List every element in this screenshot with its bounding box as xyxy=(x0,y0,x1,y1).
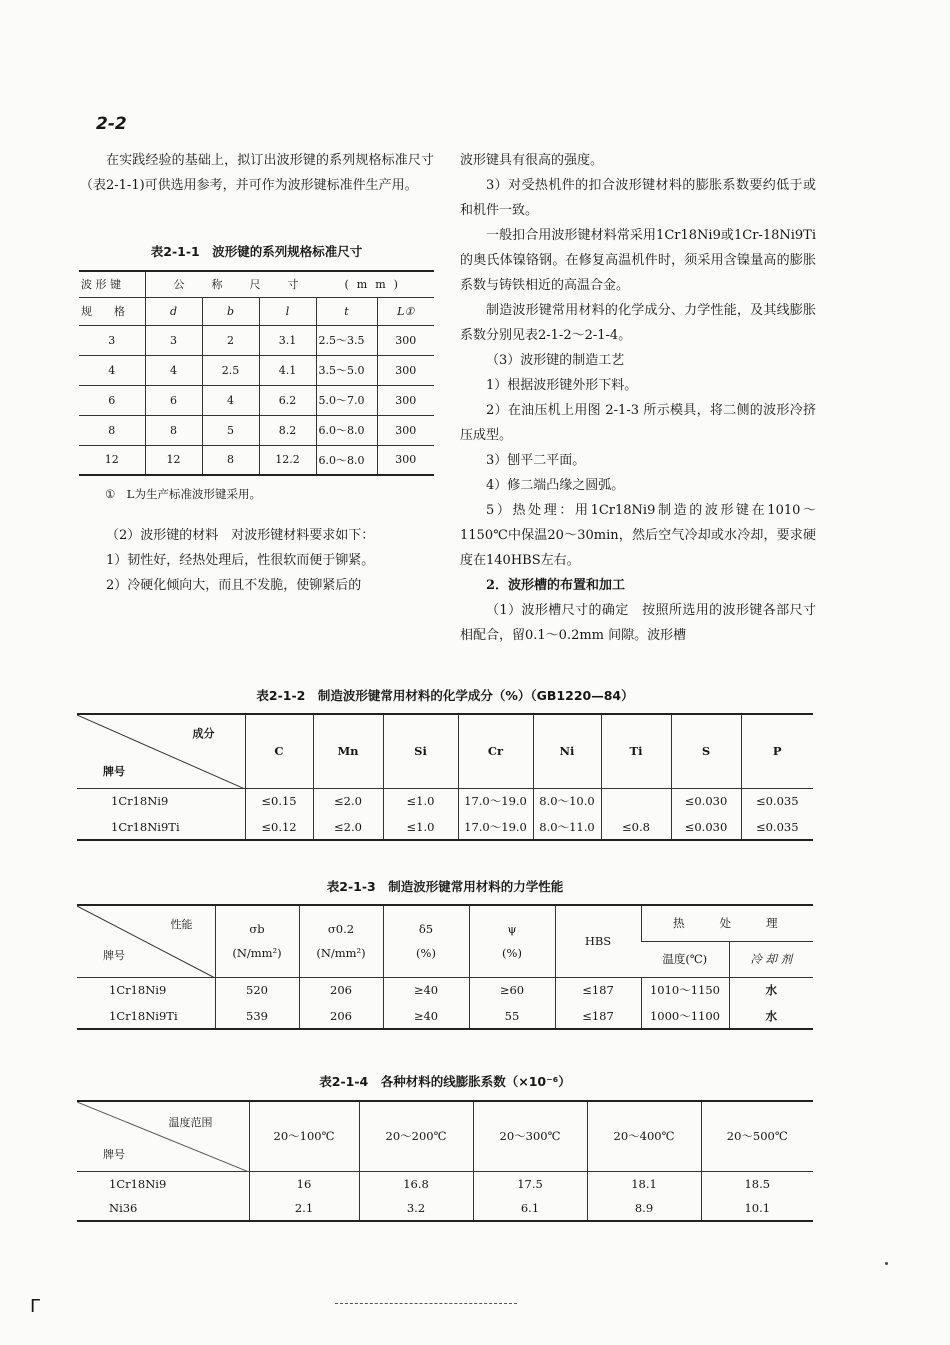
table-2-1-4 xyxy=(77,1072,813,1222)
diagonal-header-cell: 温度范围 牌号 xyxy=(77,1101,249,1171)
nominal-label: 公 称 尺 寸 (mm) xyxy=(145,271,434,297)
col-header: b xyxy=(202,297,259,325)
table-caption: 表2-1-4 各种材料的线膨胀系数（×10⁻⁶） xyxy=(319,1074,571,1089)
col-header: Mn xyxy=(313,714,383,788)
spec-label: 规 格 xyxy=(79,297,145,325)
list-item: 1）根据波形键外形下料。 xyxy=(486,378,638,393)
table-row: Ni36 2.1 3.2 6.1 8.9 10.1 xyxy=(77,1196,813,1221)
list-item: 2）在油压机上用图 2-1-3 所示模具，将二侧的波形冷挤压成型。 xyxy=(460,403,816,443)
diagonal-header-cell: 成分 牌号 xyxy=(77,714,245,788)
col-header: 20～100℃ xyxy=(249,1101,359,1171)
col-header: Ni xyxy=(533,714,601,788)
section-heading: 2．波形槽的布置和加工 xyxy=(486,578,626,593)
materials-paragraph: （2）波形键的材料 对波形键材料要求如下： xyxy=(106,528,375,543)
col-header: σb (N/mm²) xyxy=(215,905,299,977)
col-header: S xyxy=(671,714,741,788)
paragraph: 波形键具有很高的强度。 xyxy=(460,153,604,168)
table-row: 1Cr18Ni9Ti ≤0.12 ≤2.0 ≤1.0 17.0～19.0 8.0～11.0 ≤0.8 ≤0.030 ≤0.035 xyxy=(77,814,813,840)
col-header: 20～400℃ xyxy=(587,1101,701,1171)
corner-mark: Γ xyxy=(30,1296,41,1317)
paragraph: （1）波形槽尺寸的确定 按照所选用的波形键各部尺寸相配合，留0.1～0.2mm 间隙。波形槽 xyxy=(460,603,816,643)
table-row: 3 3 2 3.1 2.5～3.5 300 xyxy=(79,325,434,355)
list-item: 1）韧性好，经热处理后，性很软而便于铆紧。 xyxy=(106,553,375,568)
col-header: t xyxy=(316,297,377,325)
table-row: 1Cr18Ni9 16 16.8 17.5 18.1 18.5 xyxy=(77,1171,813,1196)
table-caption: 表2-1-1 波形键的系列规格标准尺寸 xyxy=(150,244,363,259)
table-row: 4 4 2.5 4.1 3.5～5.0 300 xyxy=(79,355,434,385)
col-header: 温度(℃) xyxy=(641,941,729,977)
intro-paragraph: 在实践经验的基础上，拟订出波形键的系列规格标准尺寸（表2-1-1)可供选用参考，并可作为波形键标准件生产用。 xyxy=(80,153,434,193)
left-column xyxy=(80,148,434,198)
col-header: d xyxy=(145,297,202,325)
paragraph: 制造波形键常用材料的化学成分、力学性能，及其线膨胀系数分别见表2-1-2～2-1-4。 xyxy=(460,303,816,343)
spec-label: 波 形 键 xyxy=(79,271,145,297)
table-row: 1Cr18Ni9 ≤0.15 ≤2.0 ≤1.0 17.0～19.0 8.0～10.0 ≤0.030 ≤0.035 xyxy=(77,788,813,814)
table-row: 1Cr18Ni9Ti 539 206 ≥40 55 ≤187 1000～1100 水 xyxy=(77,1003,813,1029)
left-column-lower xyxy=(80,523,434,598)
col-header: HBS xyxy=(555,905,641,977)
mechanical-properties-table xyxy=(77,904,813,1030)
col-header: ψ (%) xyxy=(469,905,555,977)
col-header: C xyxy=(245,714,313,788)
col-header: L① xyxy=(377,297,434,325)
subsection-heading: （3）波形键的制造工艺 xyxy=(486,353,625,368)
table-caption: 表2-1-2 制造波形键常用材料的化学成分（%）（GB1220—84） xyxy=(256,688,634,703)
heat-treatment-header: 热 处 理 xyxy=(641,905,813,941)
table-2-1-1 xyxy=(79,242,434,476)
table-2-1-3 xyxy=(77,877,813,1030)
thermal-expansion-table xyxy=(77,1100,813,1222)
list-item: 3）刨平二平面。 xyxy=(486,453,586,468)
bottom-rule xyxy=(335,1303,517,1304)
col-header: l xyxy=(259,297,316,325)
col-header: 20～200℃ xyxy=(359,1101,473,1171)
list-item: 5）热处理：用1Cr18Ni9制造的波形键在1010～1150℃中保温20～30min，然后空气冷却或水冷却，要求硬度在140HBS左右。 xyxy=(460,503,816,568)
table-2-1-2 xyxy=(77,686,813,841)
table-row: 6 6 4 6.2 5.0～7.0 300 xyxy=(79,385,434,415)
speck xyxy=(885,1262,888,1265)
diagonal-line xyxy=(77,1102,249,1172)
table-row: 1Cr18Ni9 520 206 ≥40 ≥60 ≤187 1010～1150 水 xyxy=(77,977,813,1003)
col-header: 20～500℃ xyxy=(701,1101,813,1171)
paragraph: 一般扣合用波形键材料常采用1Cr18Ni9或1Cr-18Ni9Ti的奥氏体镍铬钢。在修复高温机件时，须采用含镍量高的膨胀系数与铸铁相近的高温合金。 xyxy=(460,228,816,293)
list-item: 4）修二端凸缘之圆弧。 xyxy=(486,478,625,493)
col-header: P xyxy=(741,714,813,788)
page-number: 2-2 xyxy=(96,114,127,134)
table-footnote: ① L为生产标准波形键采用。 xyxy=(105,487,261,501)
diagonal-header-cell: 性能 牌号 xyxy=(77,905,215,977)
col-header: σ0.2 (N/mm²) xyxy=(299,905,383,977)
table-caption: 表2-1-3 制造波形键常用材料的力学性能 xyxy=(326,879,564,894)
col-header: δ5 (%) xyxy=(383,905,469,977)
right-column xyxy=(460,148,816,648)
diagonal-line xyxy=(77,906,215,978)
col-header: Cr xyxy=(458,714,533,788)
paragraph: 3）对受热机件的扣合波形键材料的膨胀系数要约低于或和机件一致。 xyxy=(460,178,816,218)
list-item: 2）冷硬化倾向大，而且不发脆，使铆紧后的 xyxy=(106,578,362,593)
chemical-composition-table xyxy=(77,713,813,841)
table-row: 8 8 5 8.2 6.0～8.0 300 xyxy=(79,415,434,445)
table-row: 12 12 8 12.2 6.0～8.0 300 xyxy=(79,445,434,475)
col-header: Si xyxy=(383,714,458,788)
col-header: 冷 却 剂 xyxy=(729,941,813,977)
section-heading: （2）波形键的材料 xyxy=(106,528,219,543)
spec-table xyxy=(79,270,434,476)
col-header: 20～300℃ xyxy=(473,1101,587,1171)
col-header: Ti xyxy=(601,714,671,788)
